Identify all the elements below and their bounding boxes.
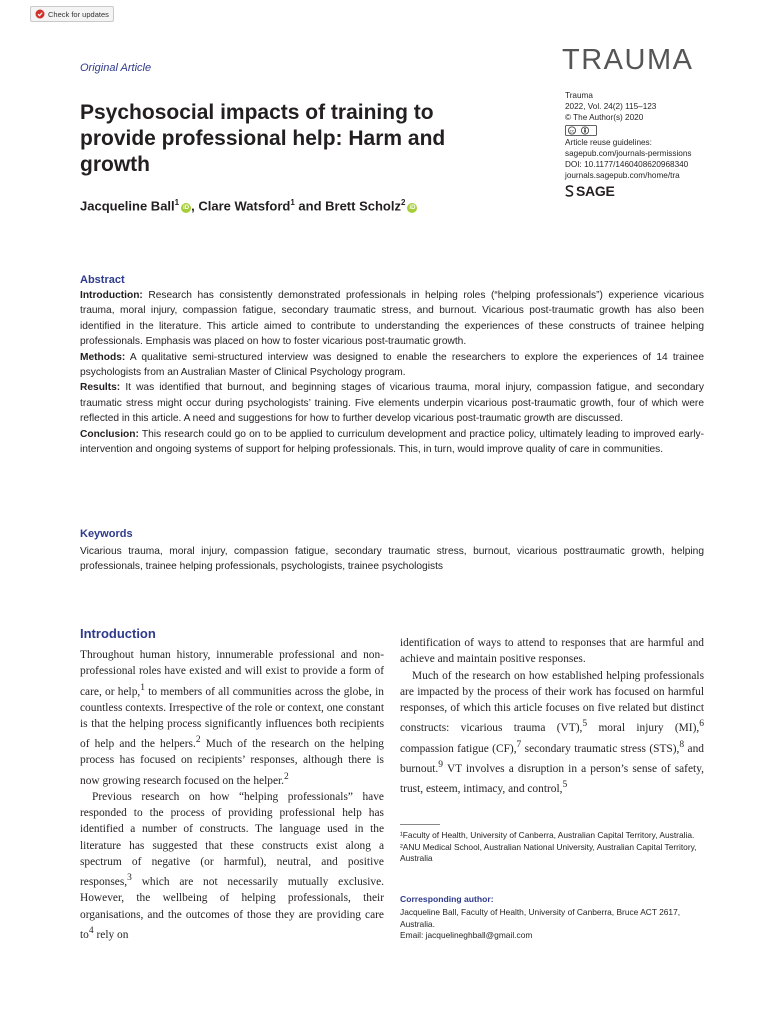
journal-name: Trauma <box>565 91 593 100</box>
abstract-intro-label: Introduction: <box>80 290 143 301</box>
journal-meta <box>565 90 735 197</box>
abstract-methods: A qualitative semi-structured interview was designed to enable the researchers to explore the experiences of 14 trainee psychologists from an Australian Master of Clinical Psychology program. <box>80 351 704 379</box>
orcid-icon[interactable]: iD <box>183 205 190 212</box>
citation-ref[interactable]: 9 <box>438 759 444 770</box>
body-column-left <box>80 647 384 943</box>
sage-mark-icon <box>565 185 574 197</box>
abstract-intro: Research has consistently demonstrated professionals in helping roles (“helping professionals”) experience vicarious trauma, moral injury, compassion fatigue, secondary traumatic stress, and burnout. Vicarious post-traumatic growth has also been identified in the literature. This article aimed to contribute to understanding the experiences of these constructs of trainee helping professionals. Emphasis was placed on how to foster vicarious post-traumatic growth. <box>80 290 704 348</box>
check-for-updates-badge[interactable] <box>30 6 114 22</box>
sage-text: SAGE <box>576 182 615 199</box>
abstract-conclusion: This research could go on to be applied to curriculum development and practice policy, ultimately leading to improved early-intervention and ongoing systems of support for helping professionals. This, in turn, would improve quality of care in communities. <box>80 428 704 456</box>
journal-link[interactable]: journals.sagepub.com/home/tra <box>565 171 680 180</box>
affiliation-2: ²ANU Medical School, Australian National University, Australian Capital Territory, Australia <box>400 841 697 863</box>
paragraph: Previous research on how “helping professionals” have responded to the process of providing professional help has identified a number of constructs. The language used in the literature has suggested that these constructs exist along a spectrum of negative (or harmful), neutral, and positive responses,$^3$ which are not necessarily mutually exclusive. However, the wellbeing of helping professionals, their organisations, and the outcomes of those they are providing care $to^4$ rely on <box>80 790 384 941</box>
orcid-icon[interactable]: iD <box>409 205 416 212</box>
abstract-body <box>80 288 704 457</box>
abstract-conclusion-label: Conclusion: <box>80 428 139 440</box>
citation-ref[interactable]: 7 <box>516 739 522 750</box>
corresponding-author <box>400 907 704 942</box>
affiliations <box>400 830 704 865</box>
keywords-text: Vicarious trauma, moral injury, compassion fatigue, secondary traumatic stress, burnout, vicarious posttraumatic growth, helping professionals, trainee helping professionals, psychologists, trainee psychologists <box>80 546 704 573</box>
paragraph: identification of ways to attend to responses that are harmful and achieve and maintain positive responses. <box>400 637 704 666</box>
sage-logo <box>565 182 735 199</box>
abstract-results-label: Results: <box>80 382 121 394</box>
check-updates-label: Check for updates <box>48 9 109 19</box>
cc-by-icon <box>565 124 735 136</box>
affiliation-marker: 1 <box>174 198 180 207</box>
author-name[interactable]: Brett Scholz <box>325 198 401 214</box>
author-name[interactable]: Jacqueline Ball <box>80 198 175 214</box>
abstract-results: It was identified that burnout, and beginning stages of vicarious trauma, moral injury, compassion fatigue, and secondary traumatic stress might occur during psychologists’ training. Five elements underpin vicarious post-traumatic growth, four of which were reflected in this article. A need and suggestions for how to further develop vicarious post-traumatic growth are discussed. <box>80 382 704 425</box>
affiliation-marker: 2 <box>400 198 406 207</box>
author-name[interactable]: Clare Watsford <box>198 198 291 214</box>
affiliation-1: ¹Faculty of Health, University of Canberra, Australian Capital Territory, Australia. <box>400 830 695 840</box>
author-list: Jacqueline Ball$^1$iD , Clare Watsford$^1$ and Brett Scholz$^2$iD <box>80 198 416 214</box>
paragraph: Throughout human history, innumerable professional and non-professional roles have existed and will exist to provide a form of care, or help,$^1$ to members of all communities across the globe, in countless contexts. Irrespective of the role or context, one constant is that the helping process significantly influences both recipients of help and the helpers.$^2$ Much of the research on the helping process has focused on recipients’ responses, although there is now growing research focused on the helper.$^2$ <box>80 649 385 787</box>
citation-ref[interactable]: 3 <box>127 873 132 884</box>
footnote-rule <box>400 824 440 825</box>
citation-ref[interactable]: 2 <box>284 771 289 782</box>
article-title: Psychosocial impacts of training to provide professional help: Harm and growth <box>80 101 446 176</box>
citation-ref[interactable]: 1 <box>140 682 146 693</box>
corresponding-address: Jacqueline Ball, Faculty of Health, University of Canberra, Bruce ACT 2617, Australia. <box>400 907 681 929</box>
corresponding-email[interactable]: Email: jacquelineghball@gmail.com <box>400 930 533 940</box>
citation: 2022, Vol. 24(2) 115–123 <box>565 102 657 111</box>
abstract-heading: Abstract <box>80 274 125 286</box>
reuse-link[interactable]: sagepub.com/journals-permissions <box>565 149 692 158</box>
keywords-heading: Keywords <box>80 528 133 540</box>
copyright: © The Author(s) 2020 <box>565 113 644 122</box>
abstract-methods-label: Methods: <box>80 351 126 363</box>
citation-ref[interactable]: 5 <box>562 779 568 790</box>
body-column-right <box>400 635 704 797</box>
reuse-label: Article reuse guidelines: <box>565 138 652 147</box>
citation-ref[interactable]: 5 <box>582 719 588 730</box>
citation-ref[interactable]: 6 <box>699 719 704 730</box>
introduction-heading: Introduction <box>80 626 156 641</box>
citation-ref[interactable]: 2 <box>195 735 201 746</box>
journal-logo: TRAUMA <box>562 44 694 76</box>
doi[interactable]: DOI: 10.1177/1460408620968340 <box>565 160 689 169</box>
article-type: Original Article <box>80 62 152 74</box>
citation-ref[interactable]: 8 <box>679 739 685 750</box>
affiliation-marker: 1 <box>290 198 295 207</box>
citation-ref[interactable]: 4 <box>88 925 94 936</box>
svg-text:cc: cc <box>569 128 575 134</box>
check-updates-icon <box>35 9 45 19</box>
paragraph: Much of the research on how established helping professionals are impacted by the process of their work has focused on harmful responses, of which this article focuses on five related but distinct constructs: vicarious trauma (VT),$^5$ moral injury (MI),$^6$ compassion fatigue (CF),$^7$ secondary traumatic stress (STS),$^8$ and burnout.$^9$ VT involves a disruption in a person’s sense of safety, trust, esteem, intimacy, and control,$^5$ <box>400 669 704 795</box>
corresponding-author-heading: Corresponding author: <box>400 894 494 904</box>
